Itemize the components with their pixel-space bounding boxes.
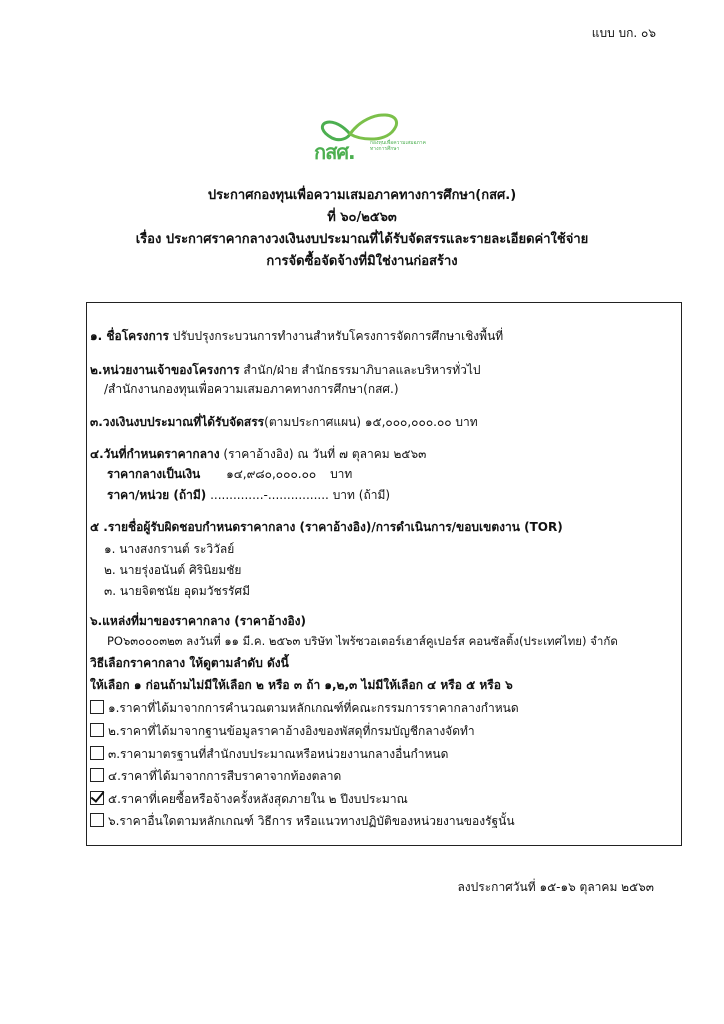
section-4-unit-price xyxy=(107,486,390,505)
unit-price-label: ราคา/หน่วย (ถ้ามี) xyxy=(107,488,207,502)
selection-rule: ให้เลือก ๑ ก่อนถ้ามไม่มีให้เลือก ๒ หรือ ๓ ถ้า ๑,๒,๓ ไม่มีให้เลือก ๔ หรือ ๕ หรือ ๖ xyxy=(90,678,513,692)
price-reference: PO๖๓๐๐๐๓๒๓ ลงวันที่ ๑๑ มี.ค. ๒๕๖๓ บริษัท ไพร้ซวอเตอร์เฮาส์คูเปอร์ส คอนซัลติ้ง(ประเทศไทย) จำกัด xyxy=(107,634,618,648)
section-3-value: ๑๕,๐๐๐,๐๐๐.๐๐ บาท xyxy=(364,415,478,429)
option-2-checkbox[interactable] xyxy=(90,723,104,737)
option-2[interactable] xyxy=(90,722,475,741)
option-4[interactable] xyxy=(90,767,341,786)
section-4-note: (ราคาอ้างอิง) ณ วันที่ xyxy=(223,447,336,461)
section-date xyxy=(90,445,426,464)
section-2-value: สำนัก/ฝ่าย สำนักธรรมาภิบาลและบริหารทั่วไป xyxy=(243,363,481,377)
section-3-label: ๓.วงเงินงบประมาณที่ได้รับจัดสรร xyxy=(90,415,265,429)
section-2-label: ๒.หน่วยงานเจ้าของโครงการ xyxy=(90,363,240,377)
option-6-label: ๖.ราคาอื่นใดตามหลักเกณฑ์ วิธีการ หรือแนวทางปฏิบัติของหน่วยงานของรัฐนั้น xyxy=(108,814,515,828)
section-1-label: ๑. ชื่อโครงการ xyxy=(90,329,169,343)
person-3: ๓. นายจิตชนัย อุดมวัชรรัศมี xyxy=(104,584,251,598)
document-heading xyxy=(100,185,624,273)
heading-line-3: เรื่อง ประกาศราคากลางวงเงินงบประมาณที่ได้รับจัดสรรและรายละเอียดค่าใช้จ่าย xyxy=(135,232,589,247)
section-4-date: ๗ ตุลาคม ๒๕๖๓ xyxy=(339,447,427,461)
option-4-checkbox[interactable] xyxy=(90,768,104,782)
price-label: ราคากลางเป็นเงิน xyxy=(107,467,201,481)
section-4-label: ๔.วันที่กำหนดราคากลาง xyxy=(90,447,220,461)
option-1[interactable] xyxy=(90,699,519,718)
heading-line-2: ที่ ๖๐/๒๕๖๓ xyxy=(327,210,397,225)
selection-method: วิธีเลือกราคากลาง ให้ดูตามลำดับ ดังนี้ xyxy=(90,656,289,670)
section-1-value: ปรับปรุงกระบวนการทำงานสำหรับโครงการจัดการศึกษาเชิงพื้นที่ xyxy=(172,329,504,343)
section-project-name xyxy=(90,327,503,346)
option-5-label: ๕.ราคาที่เคยซื้อหรือจ้างครั้งหลังสุดภายใน ๒ ปีงบประมาณ xyxy=(108,792,408,806)
section-6-label: ๖.แหล่งที่มาของราคากลาง (ราคาอ้างอิง) xyxy=(90,614,306,628)
section-4-price xyxy=(107,465,352,484)
logo-subtext: กองทุนเพื่อความเสมอภาคทางการศึกษา xyxy=(370,140,426,152)
section-5-label: ๕ .รายชื่อผู้รับผิดชอบกำหนดราคากลาง (ราคาอ้างอิง)/การดำเนินการ/ขอบเขตงาน (TOR) xyxy=(90,520,563,534)
person-1: ๑. นางสงกรานต์ ระวิวัลย์ xyxy=(104,542,235,556)
option-6-checkbox[interactable] xyxy=(90,813,104,827)
section-2-value-2: /สำนักงานกองทุนเพื่อความเสมอภาคทางการศึกษา(กสศ.) xyxy=(104,382,399,396)
heading-line-4: การจัดซื้อจัดจ้างที่มิใช่งานก่อสร้าง xyxy=(266,254,458,269)
option-3-label: ๓.ราคามาตรฐานที่สำนักงบประมาณหรือหน่วยงานกลางอื่นกำหนด xyxy=(108,747,449,761)
person-2: ๒. นายรุ่งอนันต์ ศิรินิยมชัย xyxy=(104,563,242,577)
form-code: แบบ บก. ๐๖ xyxy=(591,26,656,40)
option-4-label: ๔.ราคาที่ได้มาจากการสืบราคาจากท้องตลาด xyxy=(108,769,342,783)
option-3-checkbox[interactable] xyxy=(90,746,104,760)
price-value: ๑๔,๙๘๐,๐๐๐.๐๐ xyxy=(226,467,317,481)
price-unit: บาท xyxy=(330,467,353,481)
option-3[interactable] xyxy=(90,745,448,764)
option-1-label: ๑.ราคาที่ได้มาจากการคำนวณตามหลักเกณฑ์ที่คณะกรรมการราคากลางกำหนด xyxy=(108,701,519,715)
option-5-checkbox-checked[interactable] xyxy=(90,791,104,805)
logo-text: กสศ. xyxy=(314,140,355,164)
heading-line-1: ประกาศกองทุนเพื่อความเสมอภาคทางการศึกษา(กสศ.) xyxy=(207,188,517,203)
option-2-label: ๒.ราคาที่ได้มาจากฐานข้อมูลราคาอ้างอิงของพัสดุที่กรมบัญชีกลางจัดทำ xyxy=(108,724,475,738)
option-1-checkbox[interactable] xyxy=(90,700,104,714)
unit-price-value: ..............-................ บาท (ถ้ามี) xyxy=(210,488,391,502)
section-budget xyxy=(90,413,478,432)
option-5[interactable] xyxy=(90,790,408,809)
option-6[interactable] xyxy=(90,812,515,831)
section-owner xyxy=(90,361,481,380)
publish-date: ลงประกาศวันที่ ๑๕-๑๖ ตุลาคม ๒๕๖๓ xyxy=(457,880,654,894)
section-3-note: (ตามประกาศแผน) xyxy=(264,415,362,429)
